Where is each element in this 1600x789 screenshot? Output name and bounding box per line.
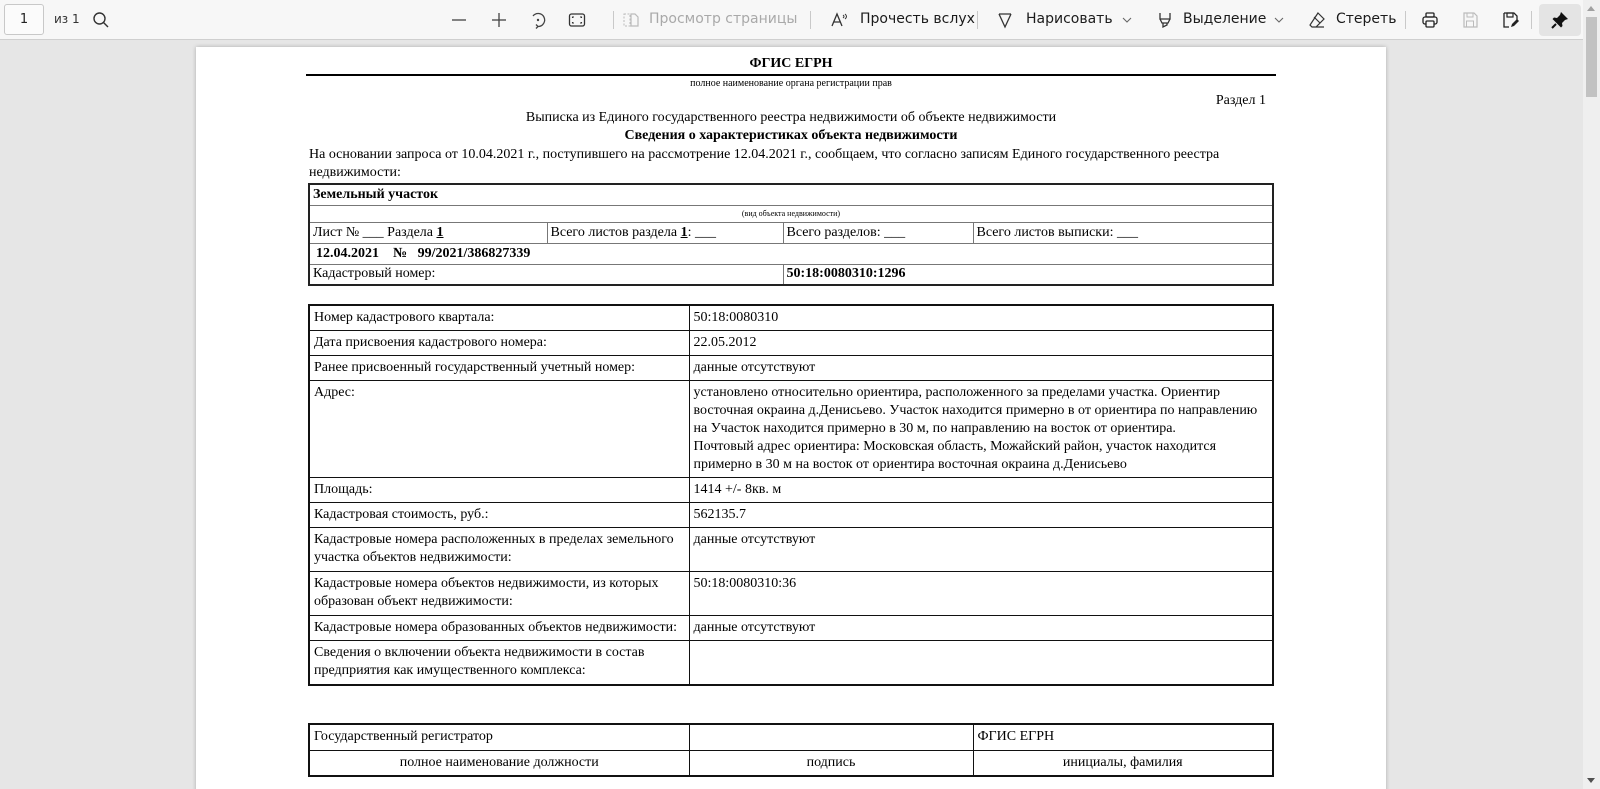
table-row [309,616,1273,641]
object-header-table [308,183,1274,286]
save-as-icon[interactable] [1499,9,1521,31]
cadastral-number: 50:18:0080310:1296 [783,264,1273,285]
erase-button[interactable]: Стереть [1336,11,1397,27]
row-key: Кадастровые номера объектов недвижимости, из которых образован объект недвижимости: [309,572,689,616]
highlight-button[interactable]: Выделение [1183,11,1267,27]
toolbar-divider [1531,11,1532,29]
row-value: 22.05.2012 [689,331,1273,356]
row-key: Кадастровые номера расположенных в пределах земельного участка объектов недвижимости: [309,528,689,572]
row-value: данные отсутствуют [689,528,1273,572]
row-value: данные отсутствуют [689,356,1273,381]
cadastral-label: Кадастровый номер: [309,264,783,285]
row-key: Сведения о включении объекта недвижимости в состав предприятия как имущественного комплекса: [309,641,689,685]
row-value: 562135.7 [689,503,1273,528]
postal-address: Почтовый адрес ориентира: Московская область, Можайский район, участок находится примерно в 30 м на восток от ориентира восточная окраина д.Денисьево [693,439,1217,472]
number-sign: № [393,245,408,261]
row-value: данные отсутствуют [689,616,1273,641]
zoom-out-icon[interactable] [448,9,470,31]
pdf-toolbar [0,0,1600,40]
scroll-down-arrow-icon[interactable] [1587,778,1595,783]
total-extract-sheets: Всего листов выписки: ___ [973,222,1273,243]
page-view-button[interactable]: Просмотр страницы [649,11,798,27]
total-sheets-suffix: : ___ [687,224,716,240]
rotate-icon[interactable] [527,9,549,31]
toolbar-divider [1405,11,1406,29]
extract-number: 99/2021/386827339 [417,245,531,261]
header-rule [306,74,1276,76]
characteristics-table [308,304,1274,686]
row-key: Кадастровая стоимость, руб.: [309,503,689,528]
intro-paragraph: На основании запроса от 10.04.2021 г., поступившего на рассмотрение 12.04.2021 г., сообщаем, что согласно записям Единого государственного реестра недвижимости: [309,147,1220,180]
position-caption: полное наименование должности [309,750,689,776]
scroll-up-arrow-icon[interactable] [1587,6,1595,11]
extract-date-number [309,243,1273,264]
address-description: установлено относительно ориентира, расположенного за пределами участка. Ориентир восточная окраина д.Денисьево. Участок находится примерно в от ориентира по направлению на Участок находится примерно в 30 м, по направлению на восток от ориентира. [693,385,1258,436]
extract-date: 12.04.2021 [316,245,379,261]
object-type-caption: (вид объекта недвижимости) [309,205,1273,222]
row-key: Адрес: [309,381,689,478]
row-value: 50:18:0080310:36 [689,572,1273,616]
registry-caption: полное наименование органа регистрации прав [690,78,892,89]
read-aloud-button[interactable]: Прочесть вслух [860,11,975,27]
eraser-icon [1306,9,1328,31]
toolbar-divider [613,11,614,29]
registrar-name: ФГИС ЕГРН [973,724,1273,750]
fit-page-icon[interactable] [566,9,588,31]
search-icon[interactable] [90,9,112,31]
row-key: Номер кадастрового квартала: [309,305,689,331]
toolbar-divider [810,11,811,29]
registry-name: ФГИС ЕГРН [749,56,833,71]
table-row [309,356,1273,381]
name-caption: инициалы, фамилия [973,750,1273,776]
table-row [309,478,1273,503]
draw-options-chevron-icon[interactable] [1116,9,1138,31]
registrar-signature [689,724,973,750]
row-key: Дата присвоения кадастрового номера: [309,331,689,356]
row-value: 50:18:0080310 [689,305,1273,331]
signature-table [308,723,1274,777]
draw-button[interactable]: Нарисовать [1026,11,1113,27]
save-icon[interactable] [1459,9,1481,31]
total-sheets-value: 1 [680,224,688,240]
signature-caption: подпись [689,750,973,776]
registrar-position: Государственный регистратор [309,724,689,750]
draw-icon [994,9,1016,31]
sheet-section: 1 [436,224,444,240]
vertical-scrollbar[interactable] [1583,0,1600,789]
document-subtitle: Сведения о характеристиках объекта недвижимости [624,128,958,143]
pdf-page [196,47,1386,789]
total-sections: Всего разделов: ___ [783,222,973,243]
object-type: Земельный участок [309,184,1273,205]
table-row [309,381,1273,478]
highlight-options-chevron-icon[interactable] [1268,9,1290,31]
print-icon[interactable] [1419,9,1441,31]
zoom-in-icon[interactable] [488,9,510,31]
document-title: Выписка из Единого государственного реестра недвижимости об объекте недвижимости [525,110,1057,125]
page-view-icon [620,9,642,31]
table-row [309,572,1273,616]
highlight-icon [1154,9,1176,31]
sheet-label: Лист № ___ Раздела [313,224,433,240]
read-aloud-icon [828,9,850,31]
total-sheets-label: Всего листов раздела [550,224,678,240]
section-label: Раздел 1 [1215,93,1266,108]
toolbar-divider [977,11,978,29]
row-value [689,641,1273,685]
table-row [309,528,1273,572]
scroll-thumb[interactable] [1586,17,1597,97]
row-value: 1414 +/- 8кв. м [689,478,1273,503]
table-row [309,305,1273,331]
table-row [309,503,1273,528]
table-row [309,641,1273,685]
row-value [689,381,1273,478]
row-key: Площадь: [309,478,689,503]
row-key: Ранее присвоенный государственный учетный номер: [309,356,689,381]
page-number-input[interactable]: 1 [4,4,44,35]
page-count: из 1 [54,12,80,26]
sheet-number-cell [309,222,547,243]
row-key: Кадастровые номера образованных объектов недвижимости: [309,616,689,641]
pin-icon [1550,10,1570,30]
pin-toolbar-button[interactable] [1539,4,1581,36]
table-row [309,331,1273,356]
total-sheets-cell [547,222,783,243]
